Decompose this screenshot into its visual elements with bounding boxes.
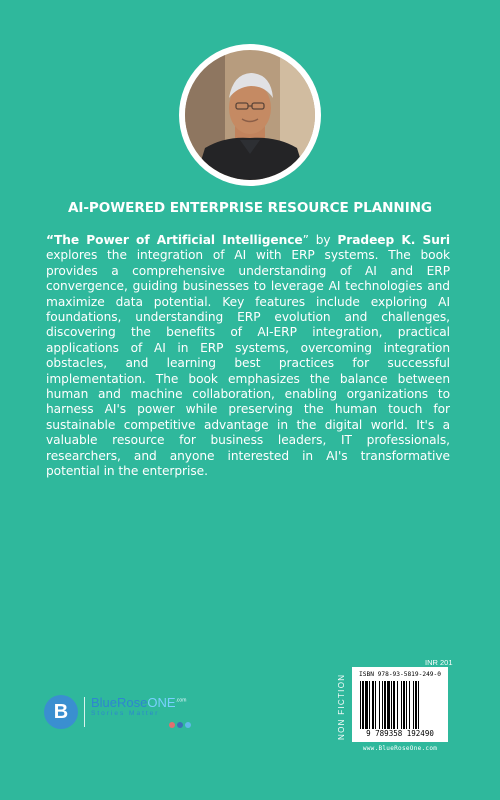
author-name: Pradeep K. Suri (337, 233, 450, 247)
publisher-name-suffix: .com (175, 697, 187, 704)
publisher-text-block (91, 696, 191, 728)
social-icons (169, 722, 191, 728)
publisher-name-blue: BlueRose (91, 695, 148, 711)
blurb-body: explores the integration of AI with ERP systems. The book provides a comprehensive understanding of AI and ERP convergence, guiding businesses to leverage AI technologies and maximize data potential. Key features include exploring AI foundations, understanding ERP evolution and challenges, discovering the benefits of AI-ERP integration, practical applications of AI in ERP systems, overcoming integration obstacles, and learning best practices for successful implementation. The book emphasizes the balance between human and machine collaboration, enabling organizations to harness AI's power while preserving the human touch for sustainable competitive advantage in the digital world. It's a valuable resource for business leaders, IT professionals, researchers, and anyone interested in AI's transformative potential in the enterprise. (46, 248, 450, 479)
blurb-text (46, 233, 450, 480)
publisher-name (91, 696, 191, 709)
publisher-logo (44, 692, 191, 732)
book-quote: “The Power of Artificial Intelligence (46, 233, 303, 247)
facebook-icon (177, 722, 183, 728)
author-photo (185, 50, 315, 180)
twitter-icon (185, 722, 191, 728)
barcode-box (352, 667, 448, 742)
publisher-name-one: ONE (147, 695, 176, 711)
publisher-logo-divider (84, 697, 85, 727)
genre-label: NON FICTION (337, 673, 346, 740)
isbn-text: ISBN 978-93-5819-249-0 (359, 671, 441, 678)
book-quote-end: ” by (302, 233, 338, 247)
instagram-icon (169, 722, 175, 728)
publisher-tagline: Stories Matter (91, 710, 160, 718)
website-url: www.BlueRoseOne.com (362, 745, 438, 752)
publisher-logo-icon: B (44, 695, 78, 729)
price-label: INR 201 (425, 658, 453, 667)
barcode-digits: 9 789358 192490 (366, 729, 434, 738)
barcode-bars (360, 681, 440, 729)
book-title: AI-POWERED ENTERPRISE RESOURCE PLANNING (68, 200, 432, 216)
author-photo-frame (179, 44, 321, 186)
